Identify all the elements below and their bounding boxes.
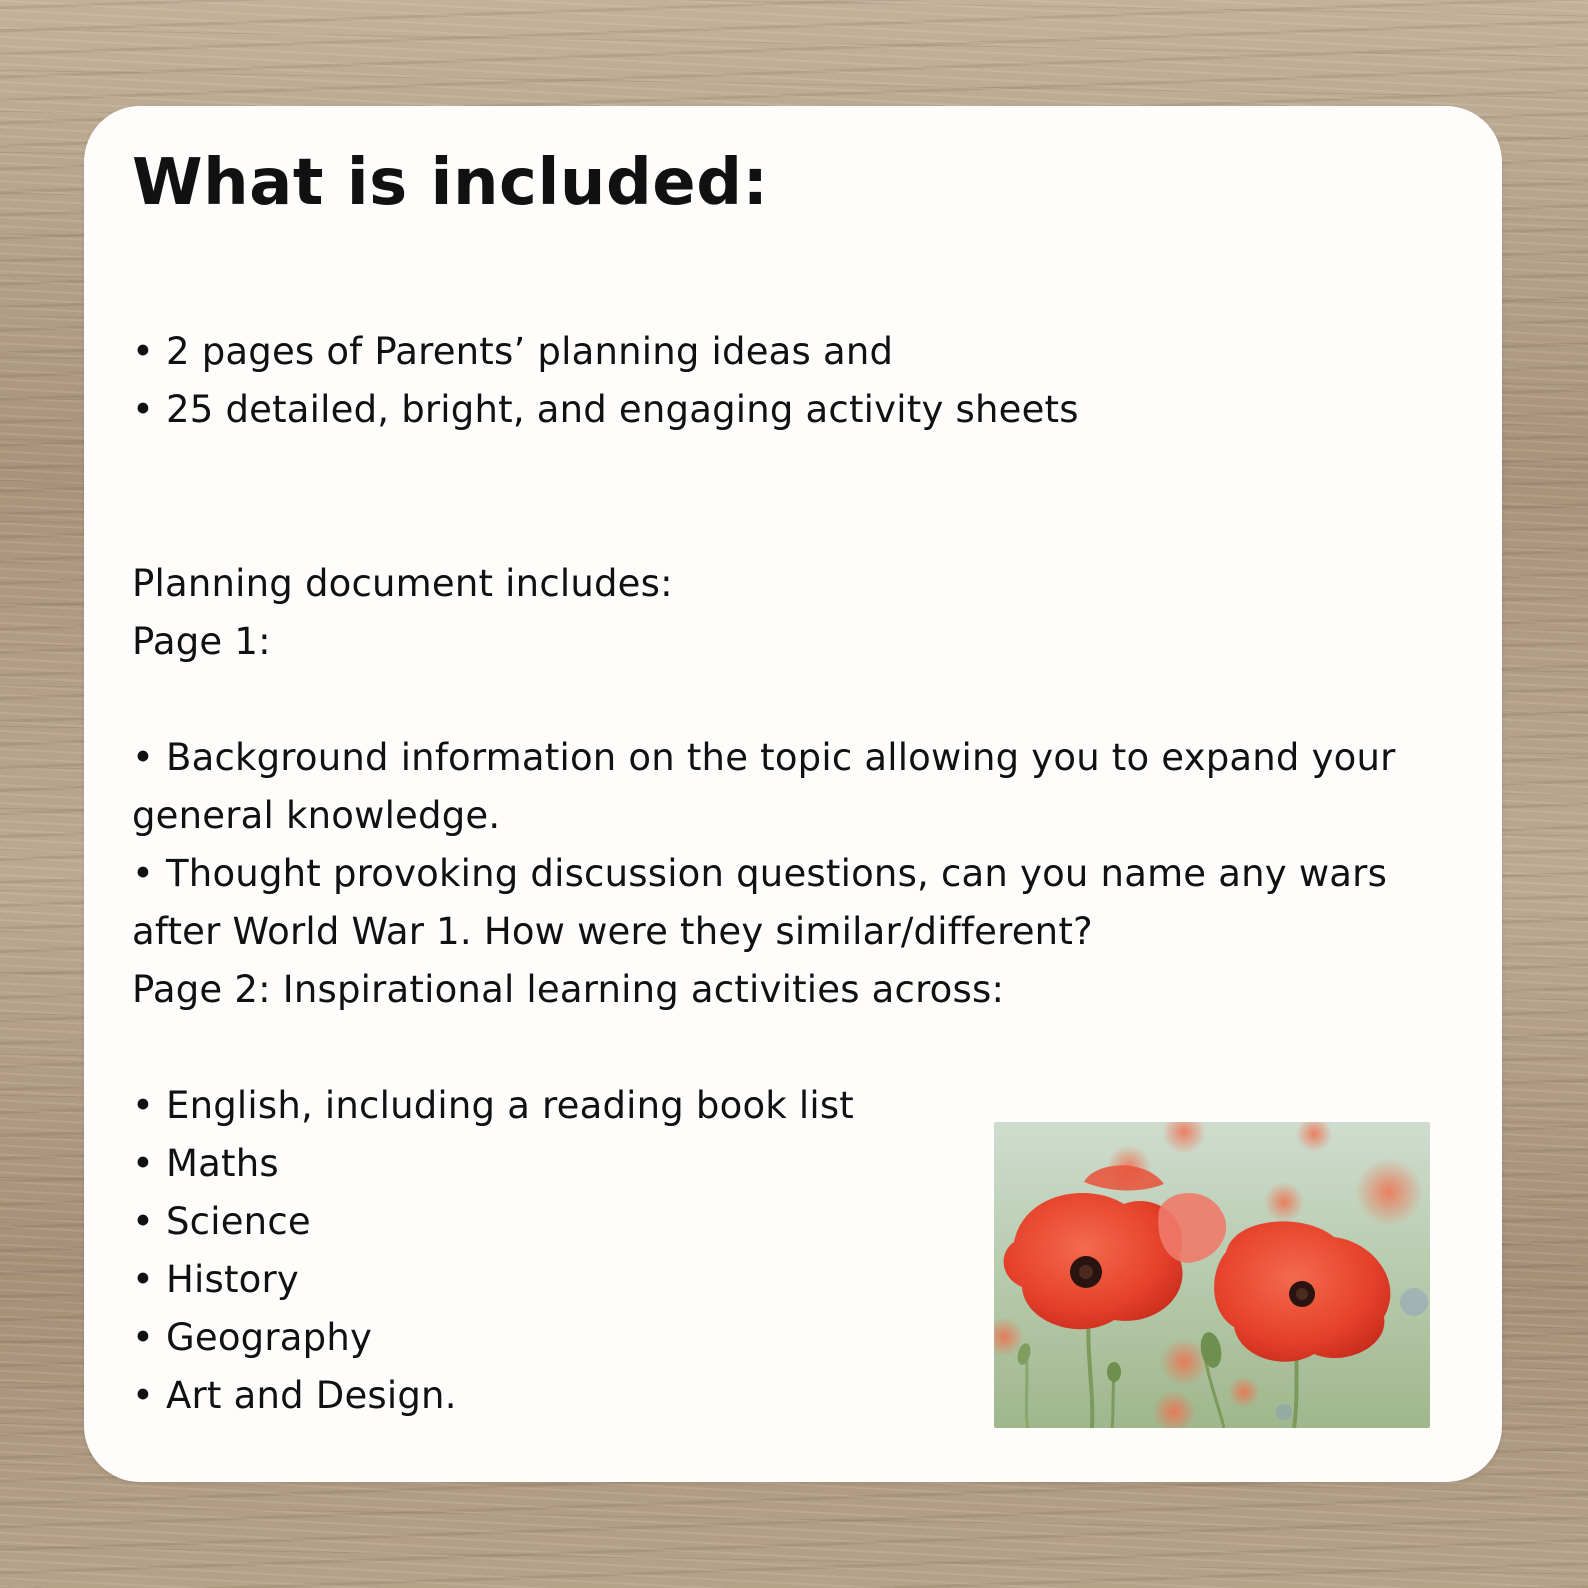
bullet-icon: • xyxy=(132,1142,155,1185)
bullet-icon: • xyxy=(132,388,155,431)
bullet-icon: • xyxy=(132,736,155,779)
bullet-icon: • xyxy=(132,330,155,373)
poppy-photo xyxy=(994,1122,1430,1428)
subject-item-text: Geography xyxy=(166,1316,373,1359)
subject-item xyxy=(132,1197,311,1247)
bullet-icon: • xyxy=(132,852,155,895)
subject-item xyxy=(132,1371,457,1421)
bullet-icon: • xyxy=(132,1374,155,1417)
subject-item xyxy=(132,1255,299,1305)
page2-label: Page 2: Inspirational learning activities across: xyxy=(132,968,1005,1011)
subject-item-text: Art and Design. xyxy=(166,1374,457,1417)
subject-item xyxy=(132,1313,372,1363)
bullet-icon: • xyxy=(132,1200,155,1243)
included-item xyxy=(132,327,893,377)
poppy-photo-icon xyxy=(994,1122,1430,1428)
bullet-icon: • xyxy=(132,1316,155,1359)
page1-bullet-continuation: after World War 1. How were they similar/different? xyxy=(132,910,1093,953)
subject-item-text: Science xyxy=(166,1200,311,1243)
included-item-text: 25 detailed, bright, and engaging activity sheets xyxy=(166,388,1079,431)
page1-bullet-text: Background information on the topic allowing you to expand your xyxy=(166,736,1396,779)
subject-item-text: Maths xyxy=(166,1142,279,1185)
page1-bullet-text: Thought provoking discussion questions, can you name any wars xyxy=(166,852,1388,895)
planning-heading: Planning document includes: xyxy=(132,562,673,605)
bullet-icon: • xyxy=(132,1084,155,1127)
bullet-icon: • xyxy=(132,1258,155,1301)
page1-bullet xyxy=(132,849,1387,899)
page1-label: Page 1: xyxy=(132,620,271,663)
page-title: What is included: xyxy=(132,146,769,220)
subject-item xyxy=(132,1081,854,1131)
included-item xyxy=(132,385,1079,435)
subject-item xyxy=(132,1139,279,1189)
page1-bullet xyxy=(132,733,1396,783)
info-card xyxy=(84,106,1502,1482)
included-item-text: 2 pages of Parents’ planning ideas and xyxy=(166,330,894,373)
subject-item-text: History xyxy=(166,1258,300,1301)
page1-bullet-continuation: general knowledge. xyxy=(132,794,501,837)
subject-item-text: English, including a reading book list xyxy=(166,1084,855,1127)
